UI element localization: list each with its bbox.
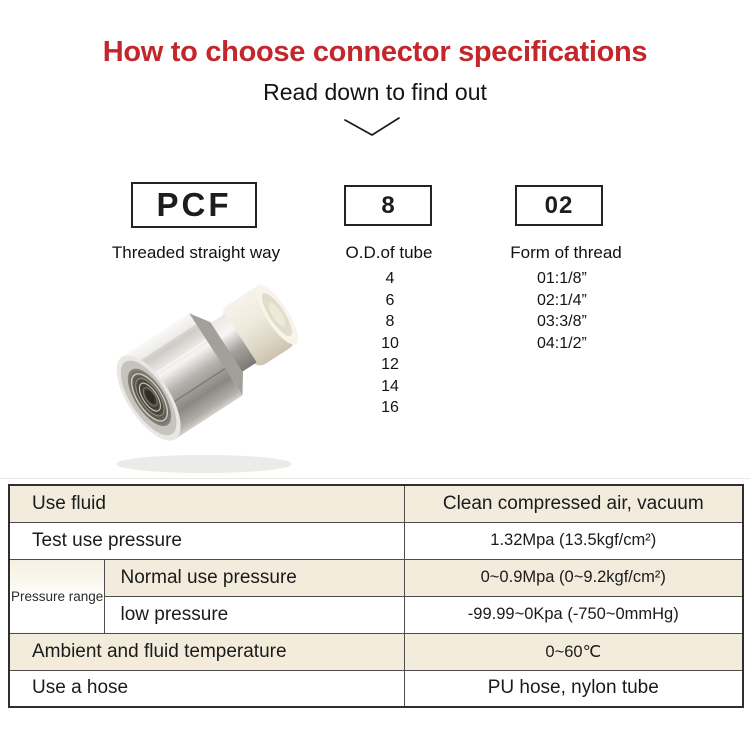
code-thread-form: 02 xyxy=(544,191,574,219)
spec-label-low-pressure: low pressure xyxy=(104,596,404,633)
spec-value-use-fluid: Clean compressed air, vacuum xyxy=(404,485,743,522)
table-row xyxy=(9,522,743,559)
spec-value-test-pressure: 1.32Mpa (13.5kgf/cm²) xyxy=(404,522,743,559)
spec-value-hose: PU hose, nylon tube xyxy=(404,670,743,707)
list-item: 01:1/8” xyxy=(537,270,587,287)
list-item: 14 xyxy=(381,377,399,395)
list-item: 02:1/4” xyxy=(537,291,587,309)
page-title: How to choose connector specifications xyxy=(102,36,648,68)
list-item: 16 xyxy=(381,399,399,416)
spec-group-pressure-range: Pressure range xyxy=(9,559,104,633)
spec-table xyxy=(8,484,744,708)
list-item: 03:3/8” xyxy=(537,313,587,330)
tube-od-options xyxy=(368,268,412,419)
section-divider xyxy=(0,478,750,479)
spec-value-normal-pressure: 0~0.9Mpa (0~9.2kgf/cm²) xyxy=(404,559,743,596)
list-item: 6 xyxy=(385,291,395,309)
table-row xyxy=(9,670,743,707)
spec-label-hose: Use a hose xyxy=(9,670,404,707)
page-subtitle: Read down to find out xyxy=(263,79,487,105)
list-item: 04:1/2” xyxy=(537,334,587,352)
spec-label-normal-pressure: Normal use pressure xyxy=(104,559,404,596)
thread-form-options xyxy=(537,268,627,354)
label-series: Threaded straight way xyxy=(111,243,281,262)
label-tube-od: O.D.of tube xyxy=(345,243,433,262)
spec-value-temperature: 0~60℃ xyxy=(404,633,743,670)
table-row xyxy=(9,596,743,633)
spec-label-test-pressure: Test use pressure xyxy=(9,522,404,559)
list-item: 10 xyxy=(381,334,399,352)
code-box-thread-form xyxy=(515,185,603,226)
table-row xyxy=(9,559,743,596)
list-item: 8 xyxy=(385,313,395,330)
label-thread-form: Form of thread xyxy=(510,243,622,262)
spec-value-low-pressure: -99.99~0Kpa (-750~0mmHg) xyxy=(404,596,743,633)
code-box-series xyxy=(131,182,257,228)
list-item: 4 xyxy=(385,270,395,287)
table-row xyxy=(9,633,743,670)
code-box-tube-od xyxy=(344,185,432,226)
table-row xyxy=(9,485,743,522)
product-photo-pcf-connector xyxy=(82,256,326,478)
chevron-down-icon xyxy=(343,115,401,139)
code-tube-od: 8 xyxy=(381,191,395,219)
code-series: PCF xyxy=(156,186,232,223)
spec-label-use-fluid: Use fluid xyxy=(9,485,404,522)
spec-label-temperature: Ambient and fluid temperature xyxy=(9,633,404,670)
list-item: 12 xyxy=(381,356,399,373)
